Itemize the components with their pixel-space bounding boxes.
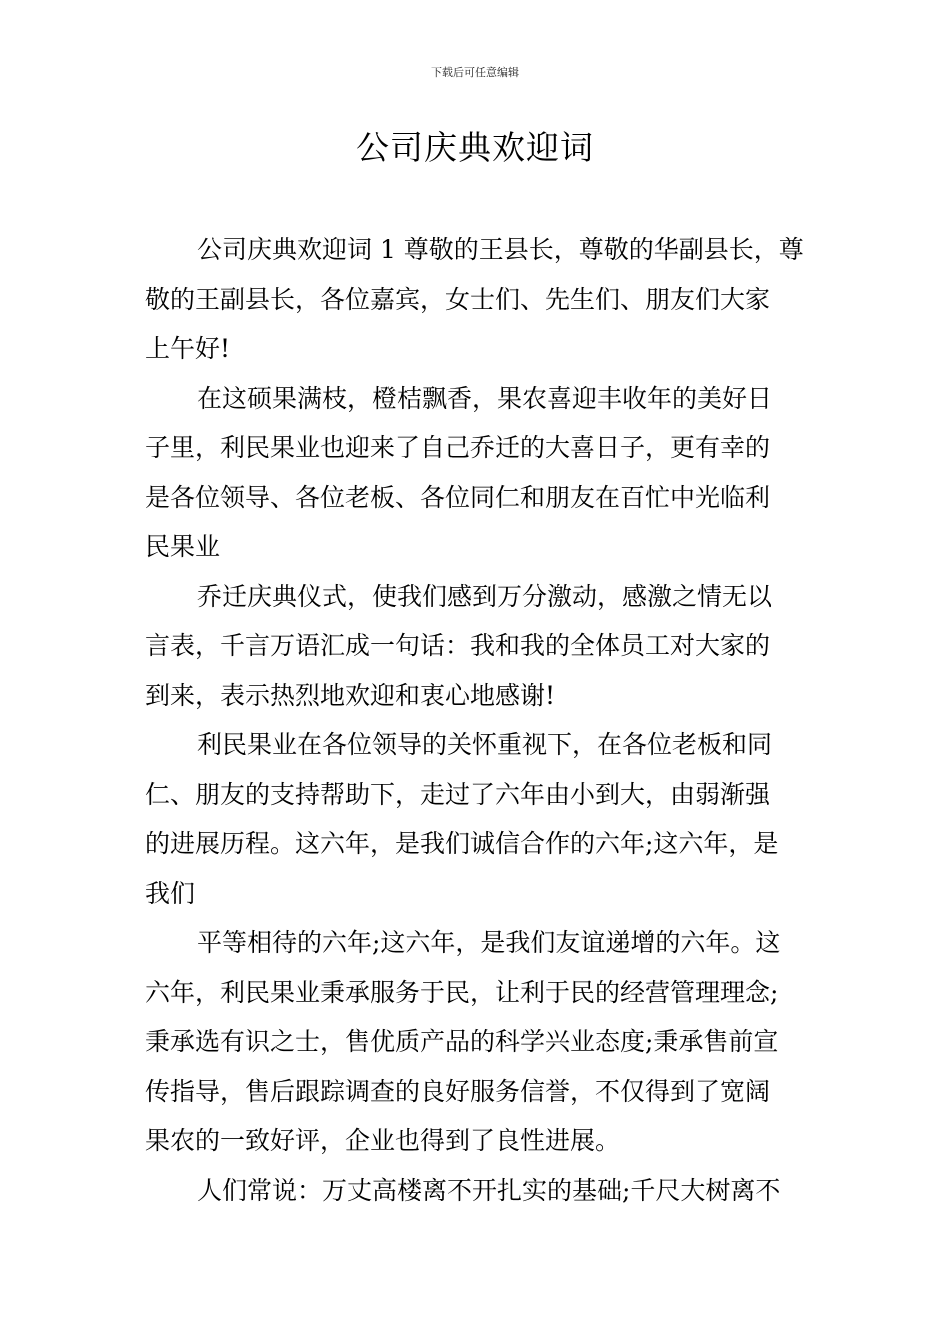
paragraph: 利民果业在各位领导的关怀重视下，在各位老板和同 仁、朋友的支持帮助下，走过了六年由小到大，由弱渐强 的进展历程。这六年，是我们诚信合作的六年;这六年，是 我们	[145, 730, 779, 908]
paragraph: 平等相待的六年;这六年，是我们友谊递增的六年。这 六年，利民果业秉承服务于民，让利于民的经营管理理念; 秉承选有识之士，售优质产品的科学兴业态度;秉承售前宣 传指导，售后跟踪调查的良好服务信誉，不仅得到了宽阔 果农的一致好评，企业也得到了良性进展。	[145, 928, 781, 1155]
paragraph: 在这硕果满枝，橙桔飘香，果农喜迎丰收年的美好日 子里，利民果业也迎来了自己乔迁的大喜日子，更有幸的 是各位领导、各位老板、各位同仁和朋友在百忙中光临利 民果业	[145, 383, 773, 561]
paragraph: 人们常说：万丈高楼离不开扎实的基础;千尺大树离不	[197, 1175, 781, 1205]
header-note: 下载后可任意编辑	[431, 66, 519, 79]
document-body	[145, 225, 807, 1215]
document-title: 公司庆典欢迎词	[356, 128, 594, 167]
paragraph: 公司庆典欢迎词 1 尊敬的王县长，尊敬的华副县长，尊 敬的王副县长，各位嘉宾，女士们、先生们、朋友们大家 上午好!	[145, 235, 804, 363]
paragraph: 乔迁庆典仪式，使我们感到万分激动，感激之情无以 言表，千言万语汇成一句话：我和我的全体员工对大家的 到来，表示热烈地欢迎和衷心地感谢!	[145, 581, 773, 710]
